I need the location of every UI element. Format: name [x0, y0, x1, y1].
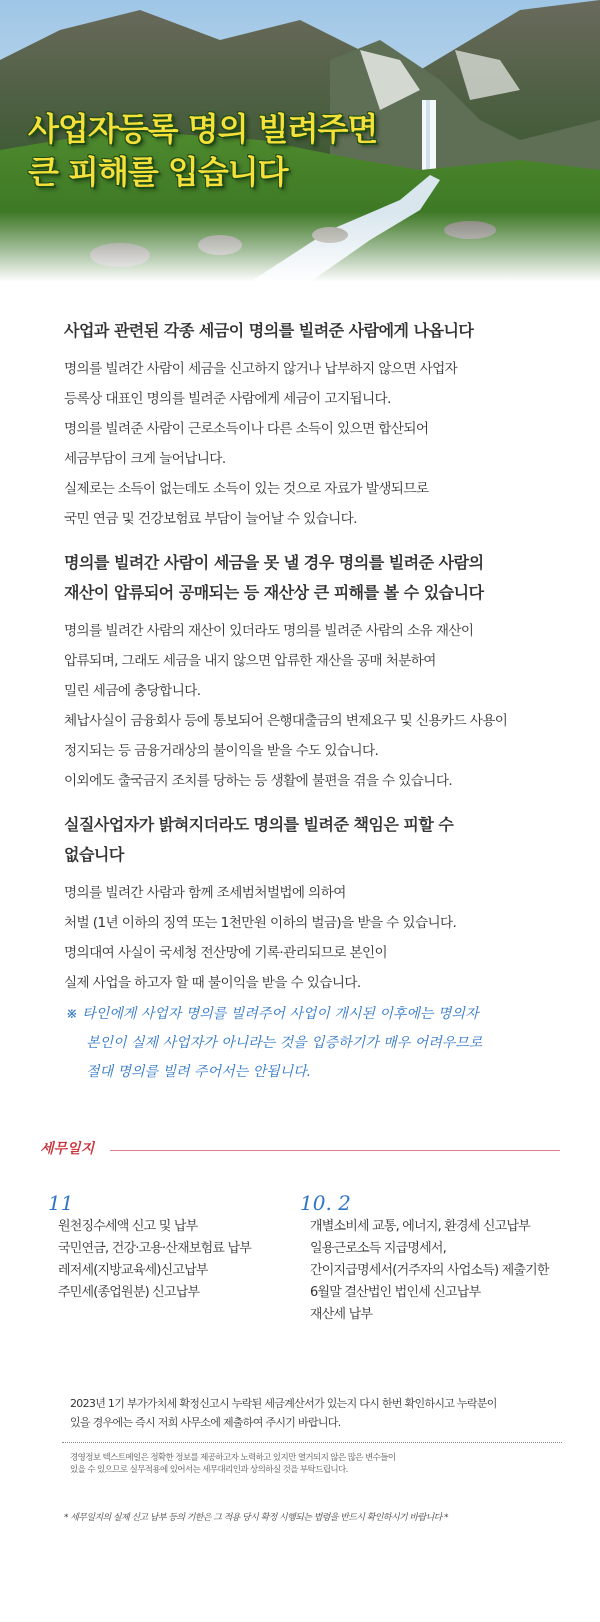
notice-line: 본인이 실제 사업자가 아니라는 것을 입증하기가 매우 어려우므로 [86, 1035, 483, 1051]
warning-notice [66, 1000, 546, 1087]
list-item: 주민세(종업원분) 신고납부 [58, 1285, 200, 1300]
disclaimer [70, 1452, 550, 1476]
vat-reminder [70, 1394, 550, 1432]
list-item: 원천징수세액 신고 및 납부 [58, 1219, 198, 1234]
divider [110, 1150, 560, 1151]
section-line: 정지되는 등 금융거래상의 불이익을 받을 수도 있습니다. [64, 743, 379, 759]
list-item: 레저세(지방교육세)신고납부 [58, 1263, 208, 1278]
footnote: * 세무일지의 실제 신고 납부 등의 기한은 그 적용 당시 확정 시행되는 법령을 반드시 확인하시기 바랍니다 * [64, 1513, 448, 1523]
section-line: 압류되며, 그래도 세금을 내지 않으면 압류한 재산을 공매 처분하여 [64, 653, 436, 669]
section-line: 명의를 빌려준 사람이 근로소득이나 다른 소득이 있으면 합산되어 [64, 421, 429, 437]
section-line: 밀린 세금에 충당합니다. [64, 683, 201, 699]
section-heading [64, 810, 564, 870]
list-item: 개별소비세 교통, 에너지, 환경세 신고납부 [310, 1219, 530, 1234]
section-criminal-liability [64, 810, 564, 998]
disclaimer-line: 있을 수 있으므로 실무적용에 있어서는 세무대리인과 상의하실 것을 부탁드립니다. [70, 1465, 348, 1475]
vat-reminder-line: 2023년 1기 부가가치세 확정신고시 누락된 세금계산서가 있는지 다시 한번 확인하시고 누락분이 [70, 1397, 497, 1410]
section-property-seizure [64, 548, 564, 796]
section-line: 실제 사업을 하고자 할 때 불이익을 받을 수 있습니다. [64, 975, 361, 991]
tax-diary-title: 세무일지 [40, 1141, 95, 1157]
article-body [64, 316, 564, 1012]
dotted-divider [62, 1442, 562, 1443]
schedule-list [48, 1216, 288, 1304]
schedule-date: 11 [48, 1191, 74, 1215]
tax-diary-column-left [48, 1192, 288, 1304]
section-line: 명의대여 사실이 국세청 전산망에 기록·관리되므로 본인이 [64, 945, 388, 961]
section-line: 체납사실이 금융회사 등에 통보되어 은행대출금의 변제요구 및 신용카드 사용이 [64, 713, 508, 729]
section-heading [64, 316, 564, 346]
section-heading-line: 실질사업자가 밝혀지더라도 명의를 빌려준 책임은 피할 수 [64, 815, 454, 834]
hero-title [28, 108, 377, 194]
section-heading [64, 548, 564, 608]
list-item: 간이지급명세서(거주자의 사업소득) 제출기한 [310, 1263, 549, 1278]
hero-title-line2: 큰 피해를 입습니다 [28, 153, 288, 191]
section-line: 명의를 빌려간 사람이 세금을 신고하지 않거나 납부하지 않으면 사업자 [64, 361, 458, 377]
section-heading-line: 재산이 압류되어 공매되는 등 재산상 큰 피해를 볼 수 있습니다 [64, 583, 484, 602]
section-heading-line: 없습니다 [64, 845, 124, 864]
hero-banner [0, 0, 600, 282]
vat-reminder-line: 있을 경우에는 즉시 저희 사무소에 제출하여 주시기 바랍니다. [70, 1416, 341, 1429]
section-line: 실제로는 소득이 없는데도 소득이 있는 것으로 자료가 발생되므로 [64, 481, 429, 497]
list-item: 국민연금, 건강·고용·산재보험료 납부 [58, 1241, 252, 1256]
list-item: 일용근로소득 지급명세서, [310, 1241, 447, 1256]
notice-line: 절대 명의를 빌려 주어서는 안됩니다. [86, 1064, 312, 1080]
hero-title-line1: 사업자등록 명의 빌려주면 [28, 110, 378, 148]
section-line: 국민 연금 및 건강보험료 부담이 늘어날 수 있습니다. [64, 511, 357, 527]
section-line: 세금부담이 크게 늘어납니다. [64, 451, 226, 467]
tax-diary-header [40, 1138, 560, 1162]
section-heading-line: 사업과 관련된 각종 세금이 명의를 빌려준 사람에게 나옵니다 [64, 321, 474, 340]
list-item: 6월말 결산법인 법인세 신고납부 [310, 1285, 481, 1300]
schedule-date: 10. 2 [300, 1191, 351, 1215]
disclaimer-line: 경영정보 텍스트메일은 정확한 정보를 제공하고자 노력하고 있지만 열거되지 않은 많은 변수들이 [70, 1453, 396, 1463]
section-line: 이외에도 출국금지 조치를 당하는 등 생활에 불편을 겪을 수 있습니다. [64, 773, 453, 789]
section-heading-line: 명의를 빌려간 사람이 세금을 못 낼 경우 명의를 빌려준 사람의 [64, 553, 484, 572]
tax-diary-column-right [300, 1192, 570, 1326]
schedule-list [300, 1216, 570, 1326]
section-line: 등록상 대표인 명의를 빌려준 사람에게 세금이 고지됩니다. [64, 391, 391, 407]
section-tax-liability [64, 316, 564, 534]
section-line: 처벌 (1년 이하의 징역 또는 1천만원 이하의 벌금)을 받을 수 있습니다. [64, 915, 457, 931]
section-line: 명의를 빌려간 사람과 함께 조세범처벌법에 의하여 [64, 885, 346, 901]
notice-line: ※ 타인에게 사업자 명의를 빌려주어 사업이 개시된 이후에는 명의자 [66, 1006, 479, 1022]
section-line: 명의를 빌려간 사람의 재산이 있더라도 명의를 빌려준 사람의 소유 재산이 [64, 623, 474, 639]
list-item: 재산세 납부 [310, 1307, 373, 1322]
